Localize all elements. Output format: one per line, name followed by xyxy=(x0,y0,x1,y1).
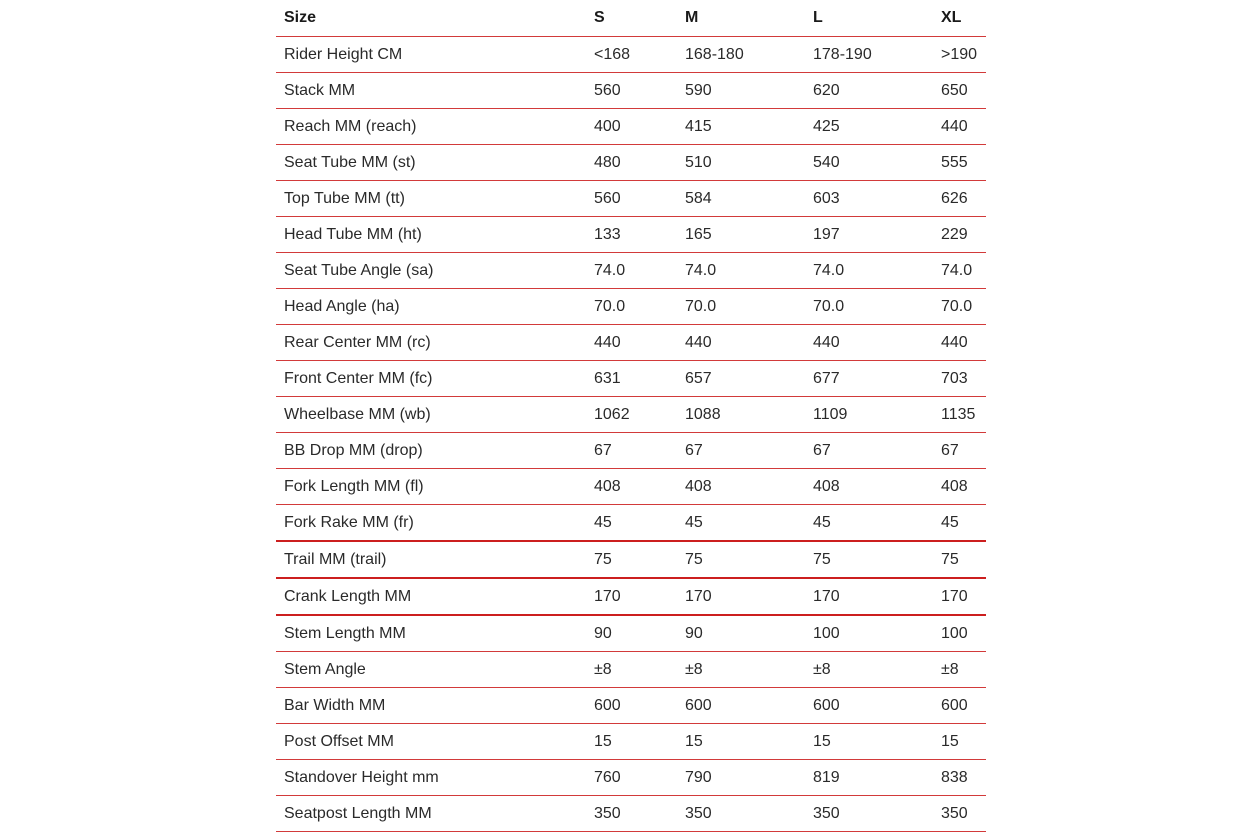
cell-xl: 229 xyxy=(933,217,986,253)
cell-m: 74.0 xyxy=(677,253,805,289)
cell-l: 350 xyxy=(805,796,933,832)
cell-xl: 555 xyxy=(933,145,986,181)
cell-m: 584 xyxy=(677,181,805,217)
cell-l: 75 xyxy=(805,541,933,578)
cell-label: Seat Tube Angle (sa) xyxy=(276,253,586,289)
cell-l: 178-190 xyxy=(805,37,933,73)
cell-s: ±8 xyxy=(586,652,677,688)
cell-m: 70.0 xyxy=(677,289,805,325)
cell-l: 67 xyxy=(805,433,933,469)
table-row xyxy=(276,760,986,796)
cell-s: 631 xyxy=(586,361,677,397)
cell-xl: 100 xyxy=(933,615,986,652)
cell-xl: 74.0 xyxy=(933,253,986,289)
cell-l: 1109 xyxy=(805,397,933,433)
table-row xyxy=(276,361,986,397)
cell-xl: 838 xyxy=(933,760,986,796)
cell-l: 100 xyxy=(805,615,933,652)
cell-label: Top Tube MM (tt) xyxy=(276,181,586,217)
header-l: L xyxy=(805,0,933,37)
cell-s: 170 xyxy=(586,578,677,615)
cell-s: 600 xyxy=(586,688,677,724)
cell-s: 560 xyxy=(586,73,677,109)
cell-l: 170 xyxy=(805,578,933,615)
cell-s: 350 xyxy=(586,796,677,832)
cell-l: 819 xyxy=(805,760,933,796)
cell-l: 540 xyxy=(805,145,933,181)
cell-s: 133 xyxy=(586,217,677,253)
table-row xyxy=(276,433,986,469)
cell-xl: ±8 xyxy=(933,652,986,688)
cell-m: 408 xyxy=(677,469,805,505)
cell-label: Crank Length MM xyxy=(276,578,586,615)
cell-l: 603 xyxy=(805,181,933,217)
table-header-row xyxy=(276,0,986,37)
table-row xyxy=(276,796,986,832)
cell-l: 74.0 xyxy=(805,253,933,289)
cell-m: 170 xyxy=(677,578,805,615)
cell-label: Stem Length MM xyxy=(276,615,586,652)
cell-m: 510 xyxy=(677,145,805,181)
cell-l: 677 xyxy=(805,361,933,397)
table-row xyxy=(276,724,986,760)
cell-l: 620 xyxy=(805,73,933,109)
cell-label: Rear Center MM (rc) xyxy=(276,325,586,361)
cell-label: Rider Height CM xyxy=(276,37,586,73)
table-row xyxy=(276,615,986,652)
header-size: Size xyxy=(276,0,586,37)
header-s: S xyxy=(586,0,677,37)
cell-xl: 1135 xyxy=(933,397,986,433)
cell-xl: 408 xyxy=(933,469,986,505)
cell-xl: 440 xyxy=(933,109,986,145)
header-xl: XL xyxy=(933,0,986,37)
table-row xyxy=(276,541,986,578)
cell-l: 45 xyxy=(805,505,933,542)
table-row xyxy=(276,505,986,542)
cell-label: Bar Width MM xyxy=(276,688,586,724)
table-row xyxy=(276,253,986,289)
cell-s: 74.0 xyxy=(586,253,677,289)
cell-m: 67 xyxy=(677,433,805,469)
table-row xyxy=(276,109,986,145)
cell-l: 197 xyxy=(805,217,933,253)
cell-label: Standover Height mm xyxy=(276,760,586,796)
cell-l: 600 xyxy=(805,688,933,724)
cell-label: Trail MM (trail) xyxy=(276,541,586,578)
table-row xyxy=(276,469,986,505)
cell-l: 408 xyxy=(805,469,933,505)
cell-m: 45 xyxy=(677,505,805,542)
cell-s: 75 xyxy=(586,541,677,578)
cell-m: 415 xyxy=(677,109,805,145)
table-row xyxy=(276,73,986,109)
cell-label: Head Tube MM (ht) xyxy=(276,217,586,253)
table-row xyxy=(276,37,986,73)
cell-l: ±8 xyxy=(805,652,933,688)
cell-m: 90 xyxy=(677,615,805,652)
cell-label: Seat Tube MM (st) xyxy=(276,145,586,181)
table-row xyxy=(276,652,986,688)
cell-m: 590 xyxy=(677,73,805,109)
cell-m: 75 xyxy=(677,541,805,578)
geometry-table xyxy=(276,0,986,832)
cell-s: 67 xyxy=(586,433,677,469)
cell-s: 760 xyxy=(586,760,677,796)
cell-label: BB Drop MM (drop) xyxy=(276,433,586,469)
cell-label: Front Center MM (fc) xyxy=(276,361,586,397)
cell-xl: >190 xyxy=(933,37,986,73)
cell-label: Reach MM (reach) xyxy=(276,109,586,145)
cell-xl: 703 xyxy=(933,361,986,397)
cell-label: Seatpost Length MM xyxy=(276,796,586,832)
cell-l: 70.0 xyxy=(805,289,933,325)
cell-m: 600 xyxy=(677,688,805,724)
table-row xyxy=(276,578,986,615)
cell-s: 15 xyxy=(586,724,677,760)
cell-l: 15 xyxy=(805,724,933,760)
cell-s: 560 xyxy=(586,181,677,217)
cell-xl: 45 xyxy=(933,505,986,542)
cell-xl: 75 xyxy=(933,541,986,578)
table-row xyxy=(276,217,986,253)
cell-label: Wheelbase MM (wb) xyxy=(276,397,586,433)
cell-s: <168 xyxy=(586,37,677,73)
cell-l: 425 xyxy=(805,109,933,145)
cell-m: 165 xyxy=(677,217,805,253)
table-row xyxy=(276,397,986,433)
cell-s: 45 xyxy=(586,505,677,542)
cell-label: Post Offset MM xyxy=(276,724,586,760)
cell-s: 408 xyxy=(586,469,677,505)
cell-xl: 15 xyxy=(933,724,986,760)
cell-s: 1062 xyxy=(586,397,677,433)
cell-m: 1088 xyxy=(677,397,805,433)
cell-xl: 600 xyxy=(933,688,986,724)
table-row xyxy=(276,145,986,181)
cell-xl: 626 xyxy=(933,181,986,217)
table-row xyxy=(276,688,986,724)
cell-m: 790 xyxy=(677,760,805,796)
cell-label: Head Angle (ha) xyxy=(276,289,586,325)
cell-xl: 350 xyxy=(933,796,986,832)
table-body xyxy=(276,37,986,832)
cell-l: 440 xyxy=(805,325,933,361)
header-m: M xyxy=(677,0,805,37)
cell-s: 480 xyxy=(586,145,677,181)
cell-label: Stack MM xyxy=(276,73,586,109)
cell-m: ±8 xyxy=(677,652,805,688)
cell-m: 657 xyxy=(677,361,805,397)
cell-xl: 70.0 xyxy=(933,289,986,325)
table-row xyxy=(276,181,986,217)
cell-m: 440 xyxy=(677,325,805,361)
cell-label: Fork Length MM (fl) xyxy=(276,469,586,505)
table-row xyxy=(276,325,986,361)
cell-s: 90 xyxy=(586,615,677,652)
table-row xyxy=(276,289,986,325)
cell-s: 440 xyxy=(586,325,677,361)
cell-s: 400 xyxy=(586,109,677,145)
cell-xl: 67 xyxy=(933,433,986,469)
cell-m: 15 xyxy=(677,724,805,760)
cell-label: Fork Rake MM (fr) xyxy=(276,505,586,542)
cell-xl: 650 xyxy=(933,73,986,109)
cell-m: 168-180 xyxy=(677,37,805,73)
cell-xl: 170 xyxy=(933,578,986,615)
cell-label: Stem Angle xyxy=(276,652,586,688)
cell-m: 350 xyxy=(677,796,805,832)
cell-s: 70.0 xyxy=(586,289,677,325)
cell-xl: 440 xyxy=(933,325,986,361)
